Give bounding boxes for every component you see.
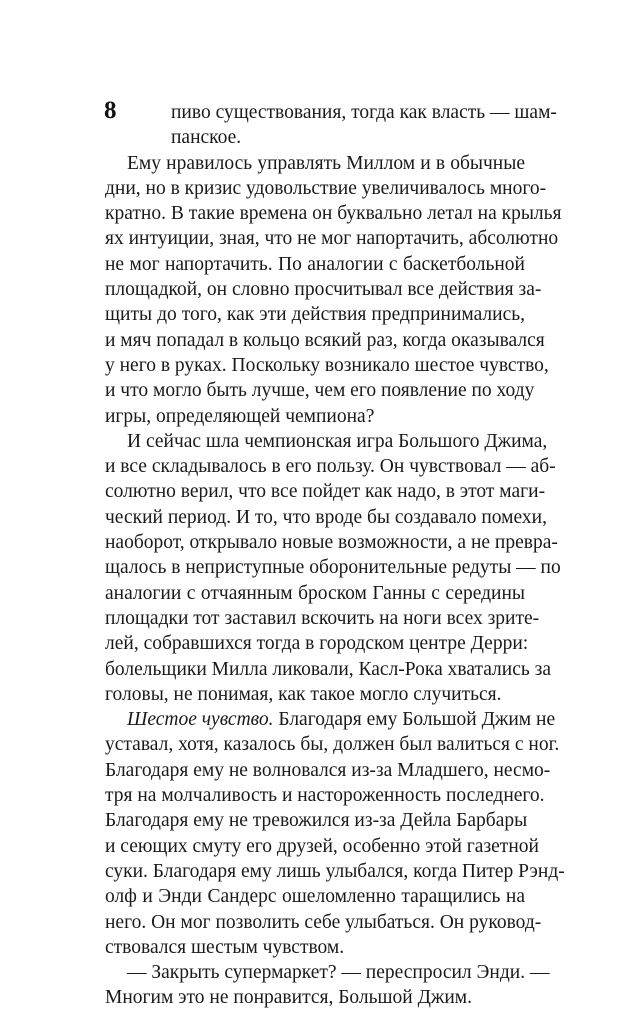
text-line: дни, но в кризис удовольствие увеличивалось много-: [105, 177, 547, 199]
text-line: у него в руках. Поскольку возникало шестое чувство,: [105, 354, 549, 376]
text-line: болельщики Милла ликовали, Касл-Рока хватались за: [105, 658, 552, 680]
text-line: лей, собравшихся тогда в городском центре Дерри:: [105, 633, 529, 655]
page-body-text: [104, 97, 565, 1011]
text-line: и все складывалось в его пользу. Он чувствовал — аб-: [105, 456, 556, 478]
text-line: площадкой, он словно просчитывал все действия за-: [105, 279, 542, 301]
text-line: ствовался шестым чувством.: [105, 936, 345, 958]
text-line: Благодаря ему не тревожился из-за Дейла Барбары: [105, 810, 528, 832]
text-line: головы, не понимая, как такое могло случиться.: [105, 683, 502, 705]
text-line: игры, определяющей чемпиона?: [105, 405, 375, 427]
text-line: Благодаря ему не волновался из-за Младшего, несмо-: [105, 759, 551, 781]
text-line: [105, 707, 556, 732]
text-line: суки. Благодаря ему лишь улыбался, когда Питер Рэнд-: [105, 860, 565, 882]
italic-phrase: Шестое чувство.: [127, 709, 274, 731]
text-line: аналогии с отчаянным броском Ганны с середины: [105, 582, 525, 604]
text-line: не мог напортачить. По аналогии с баскетбольной: [105, 253, 525, 275]
page-number: 8: [104, 97, 117, 124]
text-line: уставал, хотя, казалось бы, должен был валиться с ног.: [105, 734, 560, 756]
text-line: и что могло быть лучше, чем его появление по ходу: [105, 380, 535, 402]
text-line: И сейчас шла чемпионская игра Большого Джима,: [127, 430, 548, 452]
text-line: панское.: [171, 127, 242, 149]
text-line: наоборот, открывало новые возможности, а не превра-: [105, 532, 558, 554]
text-line: ческий период. И то, что вроде бы создавало помехи,: [105, 506, 547, 528]
text-line: него. Он мог позволить себе улыбаться. Он руковод-: [105, 911, 542, 933]
text-line: щиты до того, как эти действия предпринимались,: [105, 304, 525, 326]
text-line-rest: Благодаря ему Большой Джим не: [278, 709, 556, 731]
text-line: Многим это не понравится, Большой Джим.: [105, 987, 473, 1009]
text-line: солютно верил, что все пойдет как надо, в этот маги-: [105, 481, 546, 503]
text-line: олф и Энди Сандерс ошеломленно таращились на: [105, 886, 525, 908]
text-line: Ему нравилось управлять Миллом и в обычные: [127, 152, 525, 174]
text-line: тря на молчаливость и настороженность последнего.: [105, 785, 545, 807]
text-line: щалось в неприступные оборонительные редуты — по: [105, 557, 561, 579]
text-line: — Закрыть супермаркет? — переспросил Энди. —: [127, 962, 550, 984]
text-line: ях интуиции, зная, что не мог напортачить, абсолютно: [105, 228, 559, 250]
text-line: площадки тот заставил вскочить на ноги всех зрите-: [105, 607, 540, 629]
text-line: кратно. В такие времена он буквально летал на крылья: [105, 203, 562, 225]
text-line: пиво существования, тогда как власть — шам-: [171, 102, 557, 123]
text-line: и мяч попадал в кольцо всякий раз, когда оказывался: [105, 329, 545, 351]
text-line: и сеющих смуту его друзей, особенно этой газетной: [105, 835, 539, 857]
